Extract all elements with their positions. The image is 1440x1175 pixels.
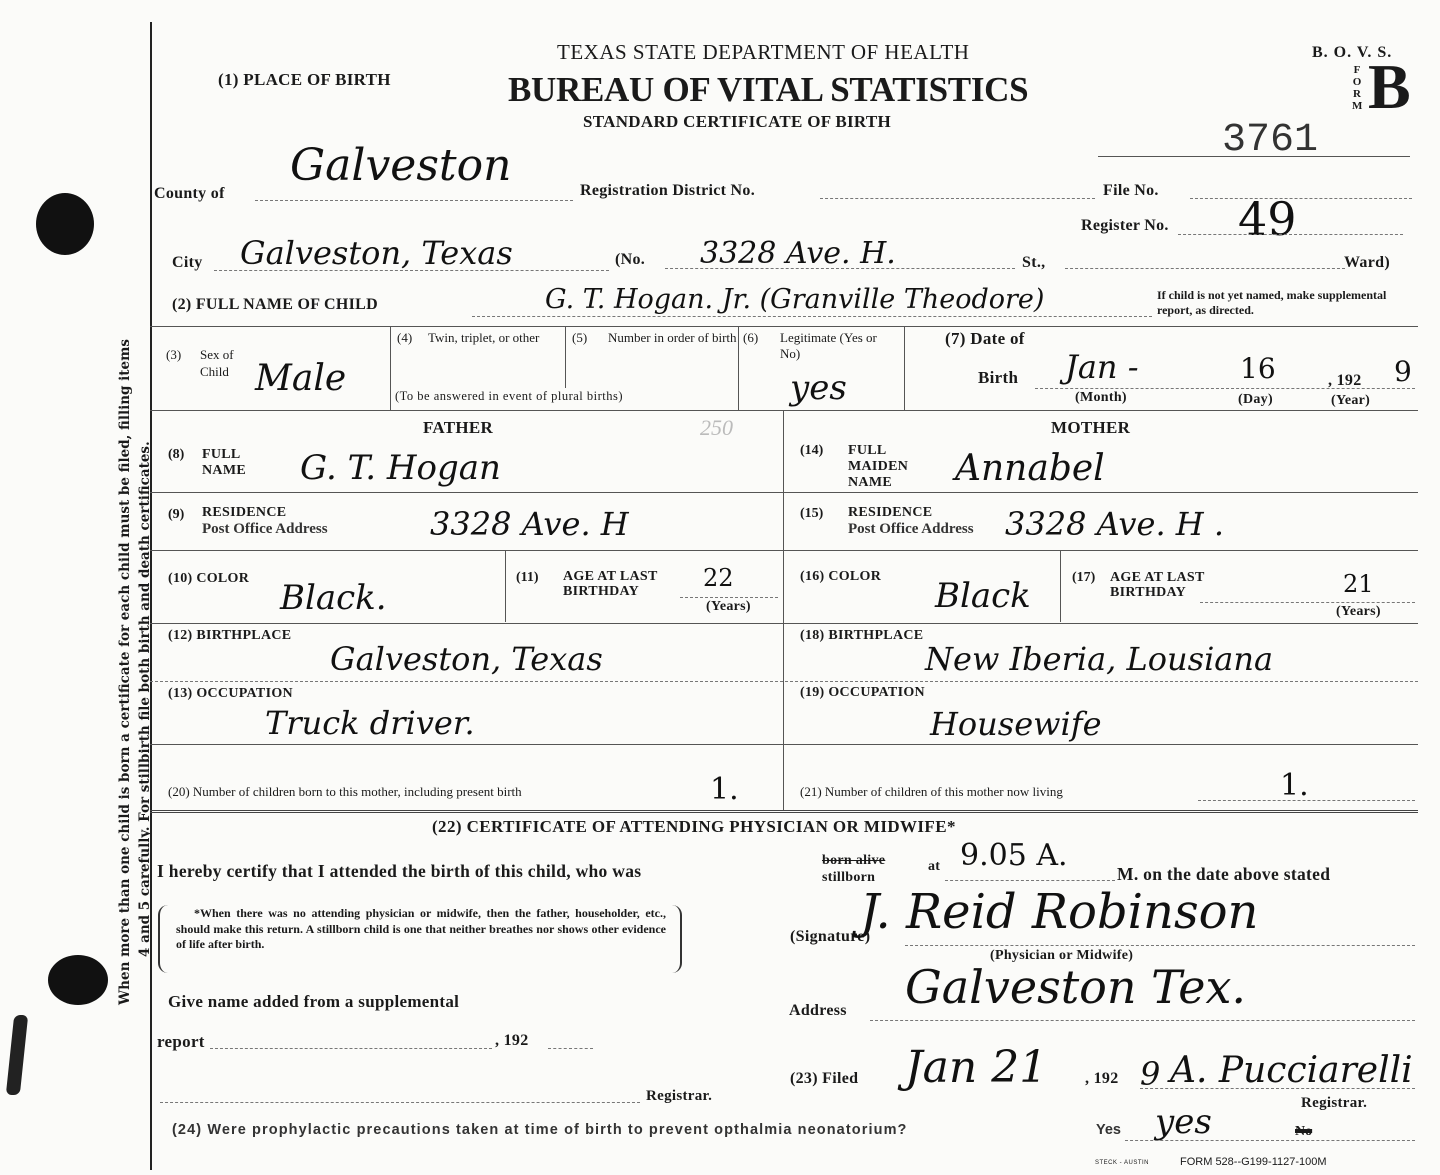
filed-year: , 192 — [1085, 1070, 1119, 1087]
register-no-value[interactable]: 49 — [1238, 192, 1297, 246]
col-divider-7 — [904, 326, 905, 410]
time-suffix: M. on the date above stated — [1117, 864, 1331, 884]
report-label: report — [157, 1032, 205, 1051]
children-living-value[interactable]: 1. — [1280, 768, 1309, 803]
footnote-text: *When there was no attending physician or midwife, then the father, householder, etc., should make this return. A stillborn child is one that neither breathes nor shows other evidence of life after birth. — [176, 906, 666, 951]
dob-month[interactable]: Jan - — [1065, 348, 1139, 386]
dob-year-prefix: , 192 — [1328, 372, 1362, 389]
stillborn-option[interactable]: stillborn — [822, 870, 876, 885]
time-value[interactable]: 9.05 A. — [960, 838, 1068, 873]
city-label: City — [172, 254, 203, 271]
father-age-caption: (Years) — [706, 599, 751, 614]
mother-residence-label: RESIDENCE — [848, 505, 933, 520]
plural-births-note: (To be answered in event of plural births) — [395, 389, 624, 403]
st-label: St., — [1022, 254, 1046, 271]
prophylactic-answer[interactable]: yes — [1155, 1102, 1212, 1142]
mother-color-label: (16) COLOR — [800, 569, 882, 584]
mother-occupation-label: (19) OCCUPATION — [800, 685, 925, 700]
dob-day[interactable]: 16 — [1240, 352, 1276, 385]
form-type: B — [1368, 51, 1411, 122]
certificate-heading: (22) CERTIFICATE OF ATTENDING PHYSICIAN OR MIDWIFE* — [432, 817, 956, 836]
legit-label-num: (6) — [743, 330, 759, 345]
father-age-value[interactable]: 22 — [703, 564, 734, 592]
bovs-label: B. O. V. S. — [1312, 44, 1393, 61]
mother-occupation-value[interactable]: Housewife — [930, 705, 1102, 743]
city-line — [214, 270, 609, 271]
filed-label: (23) Filed — [790, 1070, 859, 1087]
filed-line — [1140, 1088, 1415, 1089]
printer-imprint: STECK - AUSTIN — [1095, 1160, 1150, 1166]
father-age-divider — [505, 550, 506, 622]
file-no-label: File No. — [1103, 182, 1159, 199]
form-code: FORM 528--G199-1127-100M — [1180, 1156, 1327, 1168]
legit-value[interactable]: yes — [790, 368, 847, 408]
registration-district-label: Registration District No. — [580, 182, 756, 199]
address-label: Address — [789, 1002, 847, 1019]
mother-age-label: AGE AT LAST BIRTHDAY — [1110, 570, 1205, 600]
address-value[interactable]: Galveston Tex. — [905, 960, 1247, 1014]
margin-annotation: 250 — [700, 415, 733, 440]
mother-age-divider — [1060, 550, 1061, 622]
month-caption: (Month) — [1075, 390, 1127, 405]
row-divider-20 — [150, 744, 1418, 745]
registrar-left-line[interactable] — [160, 1102, 640, 1103]
city-value[interactable]: Galveston, Texas — [240, 234, 513, 272]
father-residence-label: RESIDENCE — [202, 505, 287, 520]
filed-date[interactable]: Jan 21 — [905, 1042, 1048, 1093]
form-letters: F O R M — [1352, 64, 1363, 112]
father-residence-label-num: (9) — [168, 507, 185, 522]
twin-label: Twin, triplet, or other — [428, 330, 540, 345]
certificate-subtitle: STANDARD CERTIFICATE OF BIRTH — [583, 112, 892, 131]
registration-district-line[interactable] — [820, 198, 1095, 199]
signature-caption: (Physician or Midwife) — [990, 948, 1134, 963]
county-label: County of — [154, 185, 225, 202]
parents-center-divider — [783, 410, 784, 810]
col-divider-6 — [738, 326, 739, 410]
time-line — [945, 880, 1115, 881]
file-no-line[interactable] — [1190, 198, 1412, 199]
father-name-label-num: (8) — [168, 447, 185, 462]
mother-age-label-num: (17) — [1072, 570, 1096, 585]
signature-value[interactable]: J. Reid Robinson — [860, 884, 1259, 940]
father-occupation-value[interactable]: Truck driver. — [265, 704, 475, 742]
mother-birthplace-label: (18) BIRTHPLACE — [800, 628, 924, 643]
birth-label: Birth — [978, 368, 1019, 387]
legit-label: Legitimate (Yes or No) — [780, 330, 877, 361]
signature-line — [905, 945, 1415, 946]
children-living-label: (21) Number of children of this mother now living — [800, 784, 1063, 799]
order-label-num: (5) — [572, 330, 588, 345]
certificate-number-line — [1098, 156, 1410, 157]
prophylactic-yes-label: Yes — [1096, 1122, 1121, 1138]
mother-age-value[interactable]: 21 — [1343, 570, 1374, 598]
supplemental-label: Give name added from a supplemental — [168, 992, 460, 1011]
signature-label: (Signature) — [790, 928, 871, 945]
margin-instructions-line1: When more than one child is born a certificate for each child must be filed, filling items — [117, 338, 133, 1005]
bureau-title: BUREAU OF VITAL STATISTICS — [508, 70, 1029, 109]
child-name-label: (2) FULL NAME OF CHILD — [172, 296, 379, 313]
father-age-label-num: (11) — [516, 570, 539, 585]
street-no-label: (No. — [615, 251, 646, 268]
father-name-label: FULL NAME — [202, 447, 246, 478]
mother-name-value[interactable]: Annabel — [955, 448, 1105, 489]
not-named-note: If child is not yet named, make supplemental report, as directed. — [1157, 288, 1387, 317]
col-divider-5 — [565, 326, 566, 388]
row-divider-22 — [150, 810, 1418, 813]
margin-ink-mark — [6, 1015, 28, 1095]
margin-instructions-line2: 4 and 5 carefully. For stillbirth file both birth and death certificates. — [137, 441, 153, 957]
day-caption: (Day) — [1238, 392, 1273, 407]
punch-hole-bottom — [48, 955, 108, 1005]
margin-instructions — [115, 339, 155, 1005]
child-name-value[interactable]: G. T. Hogan. Jr. (Granville Theodore) — [545, 284, 1045, 315]
mother-residence-label-num: (15) — [800, 506, 824, 521]
row-divider-12 — [150, 623, 1418, 624]
form-left-border — [150, 22, 152, 1170]
sex-value[interactable]: Male — [255, 358, 347, 399]
place-of-birth-label: (1) PLACE OF BIRTH — [218, 70, 391, 89]
address-line — [870, 1020, 1415, 1021]
county-value[interactable]: Galveston — [290, 140, 512, 191]
mother-residence-value[interactable]: 3328 Ave. H . — [1005, 505, 1225, 543]
street-line — [665, 268, 1015, 269]
sex-label-num: (3) — [166, 347, 182, 362]
mother-age-caption: (Years) — [1336, 604, 1381, 619]
twin-label-num: (4) — [397, 330, 413, 345]
filing-registrar-label: Registrar. — [1301, 1095, 1368, 1111]
father-name-value[interactable]: G. T. Hogan — [300, 448, 501, 488]
certificate-number: 3761 — [1222, 118, 1319, 163]
row-divider-10 — [150, 550, 1418, 551]
prophylactic-line — [1125, 1140, 1415, 1141]
children-born-label: (20) Number of children born to this mother, including present birth — [168, 784, 522, 799]
mother-name-label-num: (14) — [800, 443, 824, 458]
report-year-line[interactable] — [548, 1048, 593, 1049]
dob-label: (7) Date of — [945, 329, 1025, 348]
ward-line[interactable] — [1065, 268, 1345, 269]
registrar-left-label: Registrar. — [646, 1088, 713, 1104]
father-residence-value[interactable]: 3328 Ave. H — [430, 505, 629, 543]
certify-text: I hereby certify that I attended the birth of this child, who was — [157, 861, 642, 881]
street-value[interactable]: 3328 Ave. H. — [700, 236, 896, 271]
father-residence-sublabel: Post Office Address — [202, 521, 328, 537]
born-alive-option[interactable]: born alive — [822, 853, 886, 868]
department-title: TEXAS STATE DEPARTMENT OF HEALTH — [557, 40, 970, 64]
mother-residence-sublabel: Post Office Address — [848, 521, 974, 537]
father-heading: FATHER — [423, 418, 494, 437]
register-no-label: Register No. — [1081, 217, 1169, 234]
mother-age-line — [1200, 602, 1415, 603]
filed-year-suffix[interactable]: 9 — [1140, 1055, 1161, 1093]
row-divider-3 — [150, 326, 1418, 327]
sex-label: Sex of Child — [200, 347, 234, 379]
punch-hole-top — [36, 193, 94, 255]
children-born-value[interactable]: 1. — [710, 772, 739, 807]
father-color-value[interactable]: Black. — [280, 578, 387, 618]
prophylactic-question: (24) Were prophylactic precautions taken at time of birth to prevent opthalmia neonatorium? — [172, 1122, 908, 1138]
order-label: Number in order of birth — [608, 330, 737, 345]
ward-label: Ward) — [1344, 254, 1390, 271]
father-birthplace-value[interactable]: Galveston, Texas — [330, 640, 603, 678]
father-color-label: (10) COLOR — [168, 571, 250, 586]
county-line — [255, 200, 573, 201]
father-age-line — [680, 597, 778, 598]
father-age-label: AGE AT LAST BIRTHDAY — [563, 569, 658, 599]
mother-name-label: FULL MAIDEN NAME — [848, 443, 909, 490]
row-divider-9 — [150, 492, 1418, 493]
father-occupation-label: (13) OCCUPATION — [168, 686, 293, 701]
mother-color-value[interactable]: Black — [935, 576, 1031, 616]
at-label: at — [928, 859, 941, 874]
dob-year-suffix[interactable]: 9 — [1394, 355, 1412, 388]
dob-line — [1035, 388, 1415, 389]
registrar-signature[interactable]: A. Pucciarelli — [1170, 1050, 1413, 1091]
col-divider-4 — [390, 326, 391, 410]
child-name-line — [472, 316, 1152, 317]
year-caption: (Year) — [1331, 393, 1371, 408]
report-line[interactable] — [210, 1048, 492, 1049]
row-divider-13 — [150, 681, 1418, 682]
prophylactic-no-label: No — [1295, 1124, 1313, 1139]
report-year: , 192 — [495, 1032, 529, 1049]
father-birthplace-label: (12) BIRTHPLACE — [168, 628, 292, 643]
mother-birthplace-value[interactable]: New Iberia, Lousiana — [925, 640, 1274, 678]
register-no-line — [1178, 234, 1403, 235]
row-divider-parents — [150, 410, 1418, 411]
mother-heading: MOTHER — [1051, 418, 1131, 437]
